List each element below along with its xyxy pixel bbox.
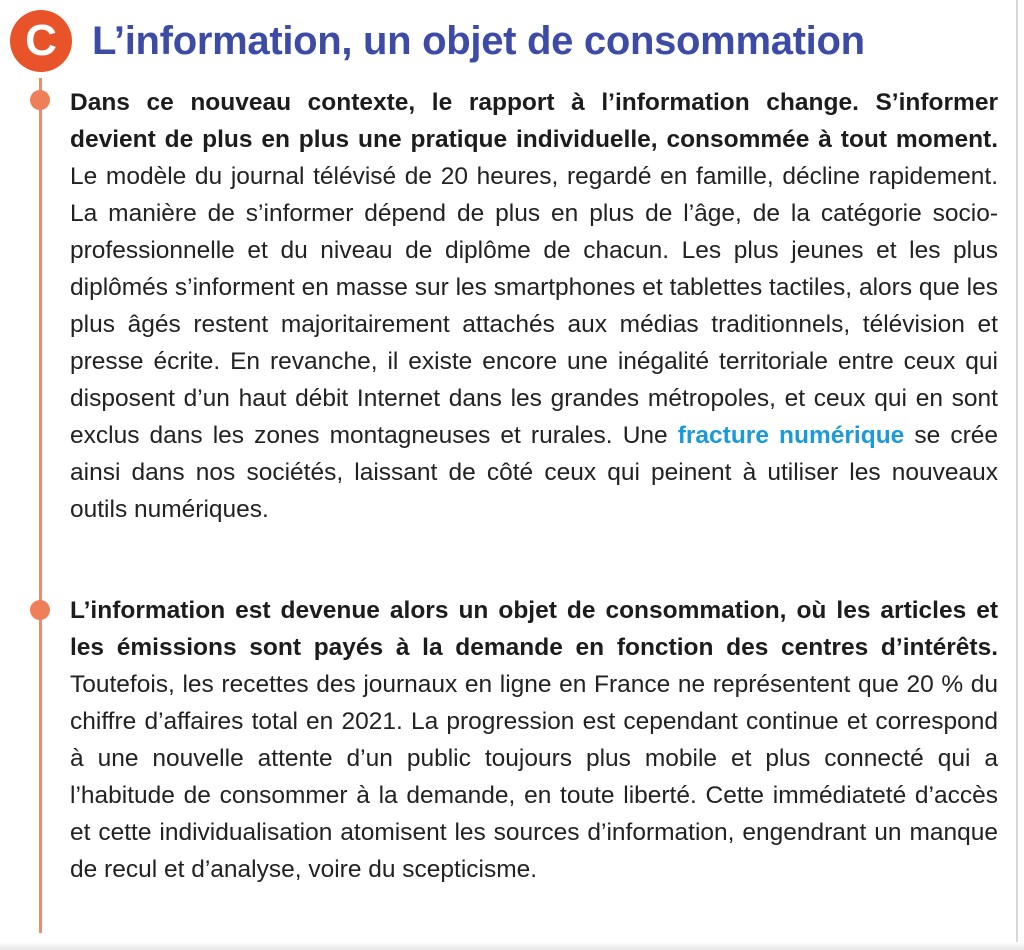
section-title: L’information, un objet de consommation <box>92 18 865 63</box>
paragraph-1-body-end: se crée ainsi dans nos sociétés, laissant de côté ceux qui peinent à utiliser les nouveaux outils numériques. <box>70 422 998 523</box>
bullet-dot-1 <box>30 90 50 110</box>
paragraph-2-lead: L’information est devenue alors un objet de consommation, où les articles et les émissions sont payés à la demande en fonction des centres d’intérêts. <box>70 597 998 661</box>
paragraph-1-lead: Dans ce nouveau contexte, le rapport à l’information change. S’informer devient de plus en plus une pratique individuelle, consommée à tout moment. <box>70 89 998 153</box>
paragraph-2 <box>70 592 998 888</box>
section-header <box>10 6 865 76</box>
paragraph-1-body: Le modèle du journal télévisé de 20 heures, regardé en famille, décline rapidement. La manière de s’informer dépend de plus en plus de l’âge, de la catégorie socio-professionnelle et du niveau de diplôme de chacun. Les plus jeunes et les plus diplômés s’informent en masse sur les smartphones et tablettes tactiles, alors que les plus âgés restent majoritairement attachés aux médias traditionnels, télévision et presse écrite. En revanche, il existe encore une inégalité territoriale entre ceux qui disposent d’un haut débit Internet dans les grandes métropoles, et ceux qui en sont exclus dans les zones montagneuses et rurales. Une <box>70 163 998 449</box>
paragraph-1 <box>70 84 998 528</box>
page-edge <box>1016 0 1018 950</box>
keyword-fracture-numerique: fracture numérique <box>677 422 905 449</box>
bullet-dot-2 <box>30 600 50 620</box>
section-badge: C <box>10 10 72 72</box>
page-bottom-edge <box>0 942 1024 950</box>
paragraph-2-body: Toutefois, les recettes des journaux en ligne en France ne représentent que 20 % du chiffre d’affaires total en 2021. La progression est cependant continue et correspond à une nouvelle attente d’un public toujours plus mobile et plus connecté qui a l’habitude de consommer à la demande, en toute liberté. Cette immédiateté d’accès et cette individualisation atomisent les sources d’information, engendrant un manque de recul et d’analyse, voire du scepticisme. <box>70 671 998 883</box>
timeline-line <box>39 78 42 933</box>
